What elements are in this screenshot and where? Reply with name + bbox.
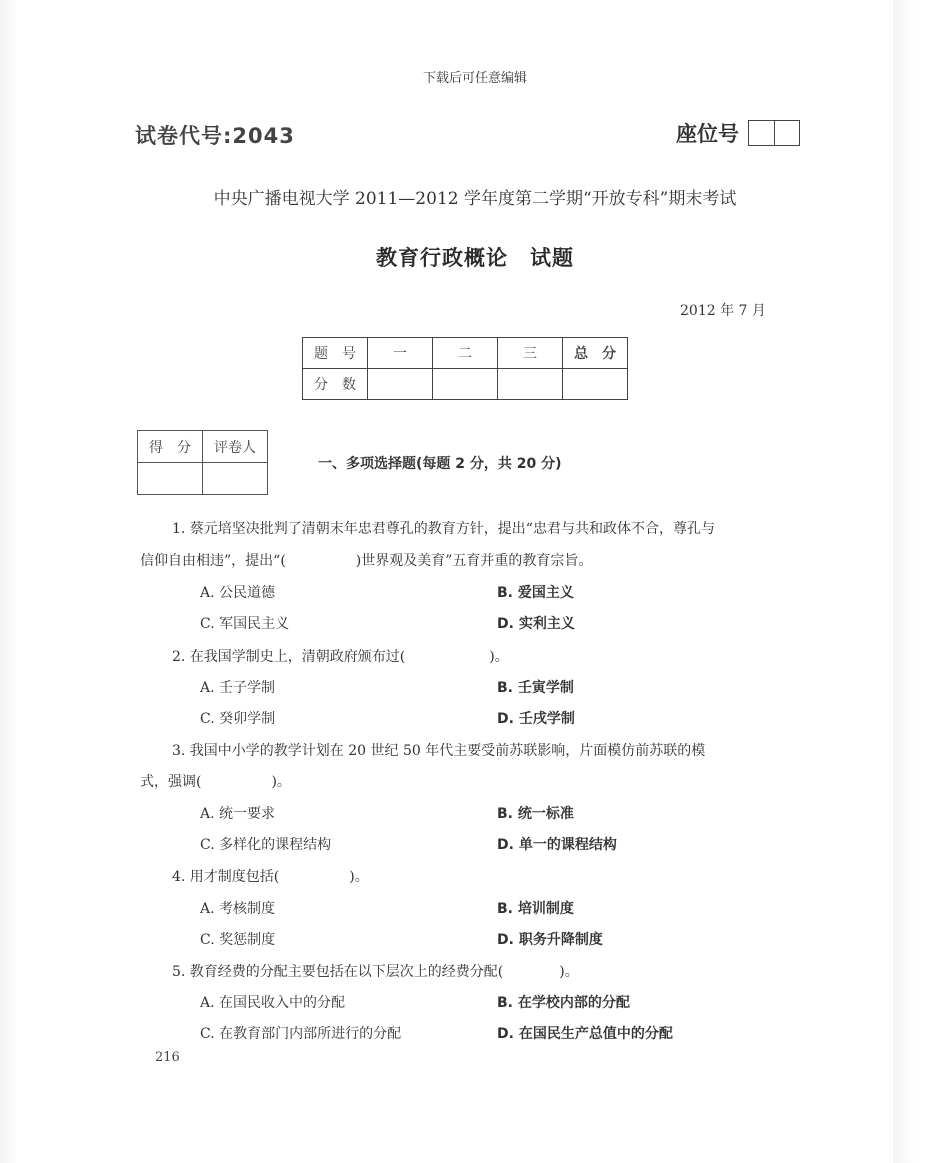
question-3-option-a: A. 统一要求	[200, 806, 276, 822]
score-table-header-row	[303, 338, 628, 369]
score-header-cell: 三	[498, 338, 563, 369]
page-number: 216	[155, 1050, 180, 1065]
question-2-option-c: C. 癸卯学制	[200, 711, 276, 727]
question-4-option-d: D. 职务升降制度	[497, 932, 603, 948]
question-2-stem: 2. 在我国学制史上，清朝政府颁布过( )。	[172, 649, 509, 665]
course-title: 教育行政概论 试题	[376, 246, 574, 270]
grader-score-cell	[138, 463, 203, 495]
question-3-stem: 3. 我国中小学的教学计划在 20 世纪 50 年代主要受前苏联影响，片面模仿前苏联的模	[172, 743, 706, 759]
seat-cell	[749, 121, 775, 145]
score-table-value-row	[303, 369, 628, 400]
exam-date: 2012 年 7 月	[680, 303, 766, 319]
seat-number-box[interactable]	[748, 120, 800, 146]
seat-label: 座位号	[676, 122, 739, 146]
score-header-cell: 总 分	[563, 338, 628, 369]
score-table	[302, 337, 628, 400]
question-1-option-c: C. 军国民主义	[200, 616, 290, 632]
score-cell	[563, 369, 628, 400]
question-4-option-b: B. 培训制度	[497, 901, 574, 917]
grader-table	[137, 430, 268, 495]
grader-name-label: 评卷人	[203, 431, 268, 463]
question-4-option-a: A. 考核制度	[200, 901, 276, 917]
top-note: 下载后可任意编辑	[422, 71, 527, 86]
grader-name-cell	[203, 463, 268, 495]
score-cell	[368, 369, 433, 400]
question-1-option-b: B. 爱国主义	[497, 585, 574, 601]
score-header-cell: 一	[368, 338, 433, 369]
page-shadow	[893, 0, 950, 1163]
score-row-label: 分 数	[303, 369, 368, 400]
question-1-option-a: A. 公民道德	[200, 585, 276, 601]
exam-title: 中央广播电视大学 2011—2012 学年度第二学期“开放专科”期末考试	[213, 189, 737, 209]
question-5-stem: 5. 教育经费的分配主要包括在以下层次上的经费分配( )。	[172, 964, 579, 980]
paper-code: 试卷代号:2043	[135, 124, 295, 148]
question-1-stem: 1. 蔡元培坚决批判了清朝末年忠君尊孔的教育方针，提出“忠君与共和政体不合，尊孔与	[172, 521, 715, 537]
question-5-option-a: A. 在国民收入中的分配	[200, 995, 346, 1011]
question-4-stem: 4. 用才制度包括( )。	[172, 869, 369, 885]
score-header-cell: 二	[433, 338, 498, 369]
score-cell	[433, 369, 498, 400]
question-2-option-a: A. 壬子学制	[200, 680, 276, 696]
question-3-option-b: B. 统一标准	[497, 806, 574, 822]
question-5-option-d: D. 在国民生产总值中的分配	[497, 1026, 673, 1042]
question-5-option-b: B. 在学校内部的分配	[497, 995, 630, 1011]
question-5-option-c: C. 在教育部门内部所进行的分配	[200, 1026, 402, 1042]
seat-cell	[775, 121, 800, 145]
question-1-option-d: D. 实利主义	[497, 616, 575, 632]
section-title: 一、多项选择题(每题 2 分，共 20 分)	[318, 456, 562, 472]
grader-score-label: 得 分	[138, 431, 203, 463]
question-3-stem-cont: 式，强调( )。	[140, 774, 291, 790]
question-2-option-b: B. 壬寅学制	[497, 680, 574, 696]
question-4-option-c: C. 奖惩制度	[200, 932, 276, 948]
page-edge	[0, 0, 18, 1163]
question-3-option-d: D. 单一的课程结构	[497, 837, 617, 853]
question-3-option-c: C. 多样化的课程结构	[200, 837, 332, 853]
score-cell	[498, 369, 563, 400]
question-2-option-d: D. 壬戌学制	[497, 711, 575, 727]
score-header-cell: 题 号	[303, 338, 368, 369]
question-1-stem-cont: 信仰自由相违”，提出“( )世界观及美育”五育并重的教育宗旨。	[140, 553, 593, 569]
